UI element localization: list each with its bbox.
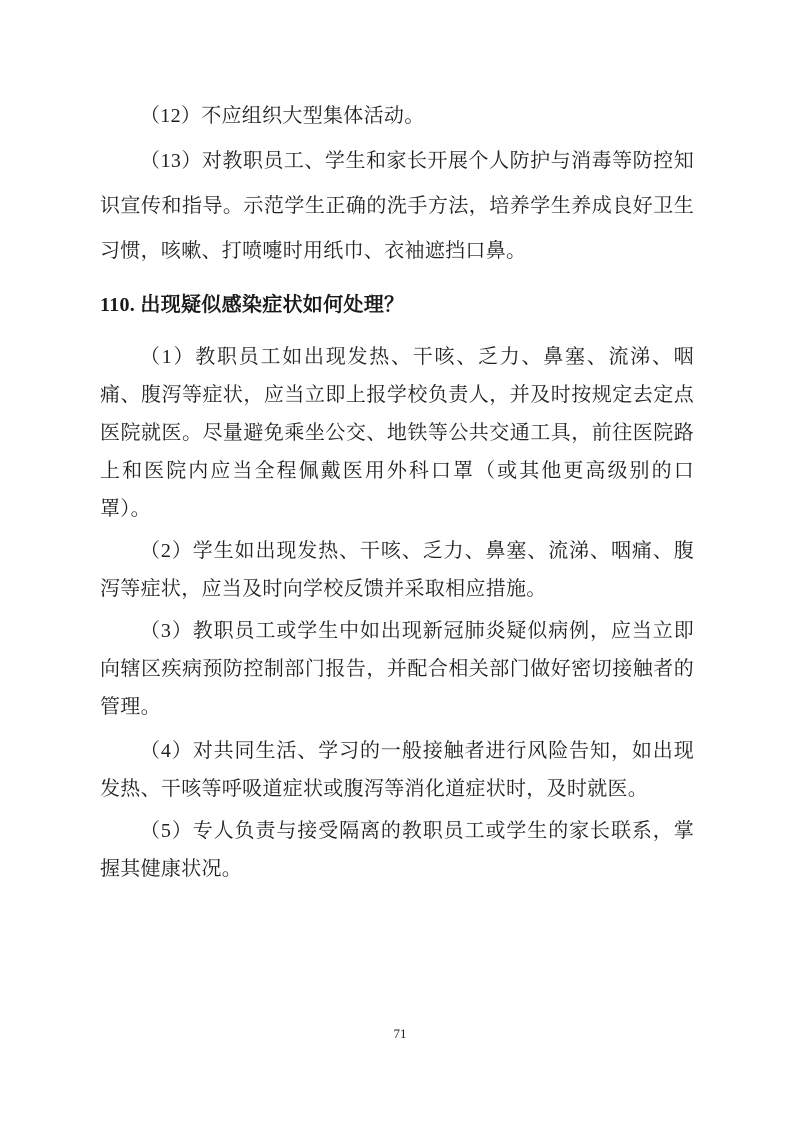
body-paragraph-13: （13）对教职员工、学生和家长开展个人防护与消毒等防控知识宣传和指导。示范学生正确的洗手方法，培养学生养成良好卫生习惯，咳嗽、打喷嚏时用纸巾、衣袖遮挡口鼻。: [100, 150, 694, 262]
answer-item-2: （2）学生如出现发热、干咳、乏力、鼻塞、流涕、咽痛、腹泻等症状，应当及时向学校反馈并采取相应措施。: [100, 540, 694, 600]
page-content: [100, 94, 694, 892]
page-number: 71: [393, 1026, 407, 1041]
answer-item-5: （5）专人负责与接受隔离的教职员工或学生的家长联系，掌握其健康状况。: [100, 820, 694, 880]
answer-item-4: （4）对共同生活、学习的一般接触者进行风险告知，如出现发热、干咳等呼吸道症状或腹泻等消化道症状时，及时就医。: [100, 740, 694, 800]
answer-item-3: （3）教职员工或学生中如出现新冠肺炎疑似病例，应当立即向辖区疾病预防控制部门报告，并配合相关部门做好密切接触者的管理。: [100, 620, 694, 718]
body-paragraph-12: （12）不应组织大型集体活动。: [140, 105, 425, 127]
answer-item-1: （1）教职员工如出现发热、干咳、乏力、鼻塞、流涕、咽痛、腹泻等症状，应当立即上报学校负责人，并及时按规定去定点医院就医。尽量避免乘坐公交、地铁等公共交通工具，前往医院路上和医院内应当全程佩戴医用外科口罩（或其他更高级别的口罩）。: [100, 346, 694, 520]
section-heading-question-110: 110. 出现疑似感染症状如何处理？: [100, 294, 405, 316]
